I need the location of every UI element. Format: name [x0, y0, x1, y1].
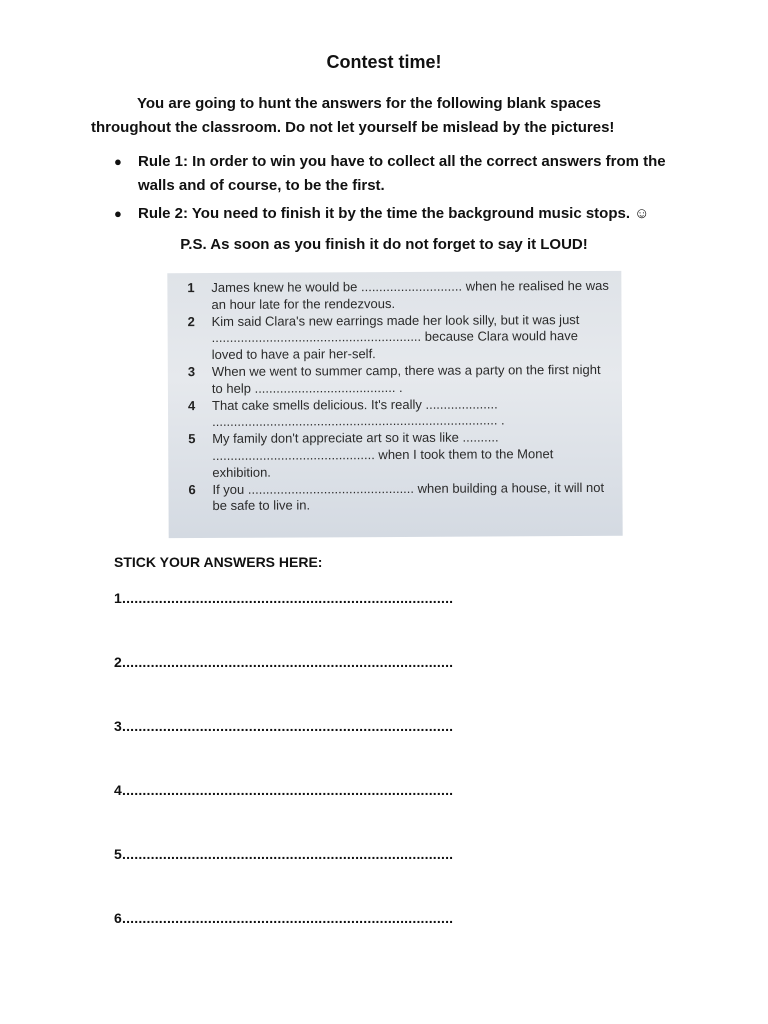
exercise-item — [188, 311, 612, 364]
rule-1 — [112, 150, 702, 198]
answer-line-6[interactable]: 6................................................................................. — [114, 910, 454, 926]
answer-line-2[interactable]: 2................................................................................. — [114, 654, 454, 670]
exercise-number: 4 — [187, 397, 196, 413]
exercise-number: 3 — [187, 364, 196, 380]
exercise-number: 1 — [187, 280, 195, 296]
exercise-number: 6 — [188, 481, 196, 497]
ps-note: P.S. As soon as you finish it do not forget to say it LOUD! — [180, 236, 588, 253]
exercise-item — [188, 362, 612, 398]
answer-line-1[interactable]: 1................................................................................. — [114, 590, 454, 606]
exercise-item — [188, 395, 612, 431]
exercise-photo — [167, 271, 622, 538]
exercise-item — [187, 278, 611, 314]
exercise-item — [188, 479, 612, 515]
exercise-text: When we went to summer camp, there was a party on the first night to help ....................................... . — [211, 361, 601, 396]
exercise-number: 5 — [188, 431, 196, 447]
intro-line-2: throughout the classroom. Do not let yourself be mislead by the pictures! — [91, 119, 615, 136]
exercise-number: 2 — [187, 313, 195, 329]
rules-list — [112, 150, 702, 230]
bullet-icon: ● — [114, 206, 122, 221]
exercise-text: My family don't appreciate art so it was like .......... ............................................. when I took them to the Monet exhibition. — [212, 429, 554, 480]
exercise-text: James knew he would be ............................ when he realised he was an hour late for the rendezvous. — [211, 277, 609, 312]
intro-paragraph — [80, 92, 688, 140]
answer-line-5[interactable]: 5................................................................................. — [114, 846, 454, 862]
exercise-text: Kim said Clara's new earrings made her look silly, but it was just .......................................................... because Clara would have loved to have a pair her-self. — [211, 311, 580, 363]
intro-line-1: You are going to hunt the answers for the following blank spaces — [137, 95, 601, 112]
rule-2-text: Rule 2: You need to finish it by the time the background music stops. ☺ — [138, 205, 650, 222]
exercise-text: If you .............................................. when building a house, it will not be safe to live in. — [212, 479, 605, 514]
answer-line-4[interactable]: 4................................................................................. — [114, 782, 454, 798]
exercise-text: That cake smells delicious. It's really .................... ............................................................................... . — [211, 396, 505, 430]
answers-heading: STICK YOUR ANSWERS HERE: — [114, 554, 323, 570]
exercise-item — [188, 429, 612, 482]
rule-1-text: Rule 1: In order to win you have to collect all the correct answers from the walls and of course, to be the first. — [138, 153, 666, 194]
answer-line-3[interactable]: 3................................................................................. — [114, 718, 454, 734]
bullet-icon: ● — [114, 154, 122, 169]
page-title: Contest time! — [326, 52, 442, 72]
rule-2 — [112, 202, 702, 226]
